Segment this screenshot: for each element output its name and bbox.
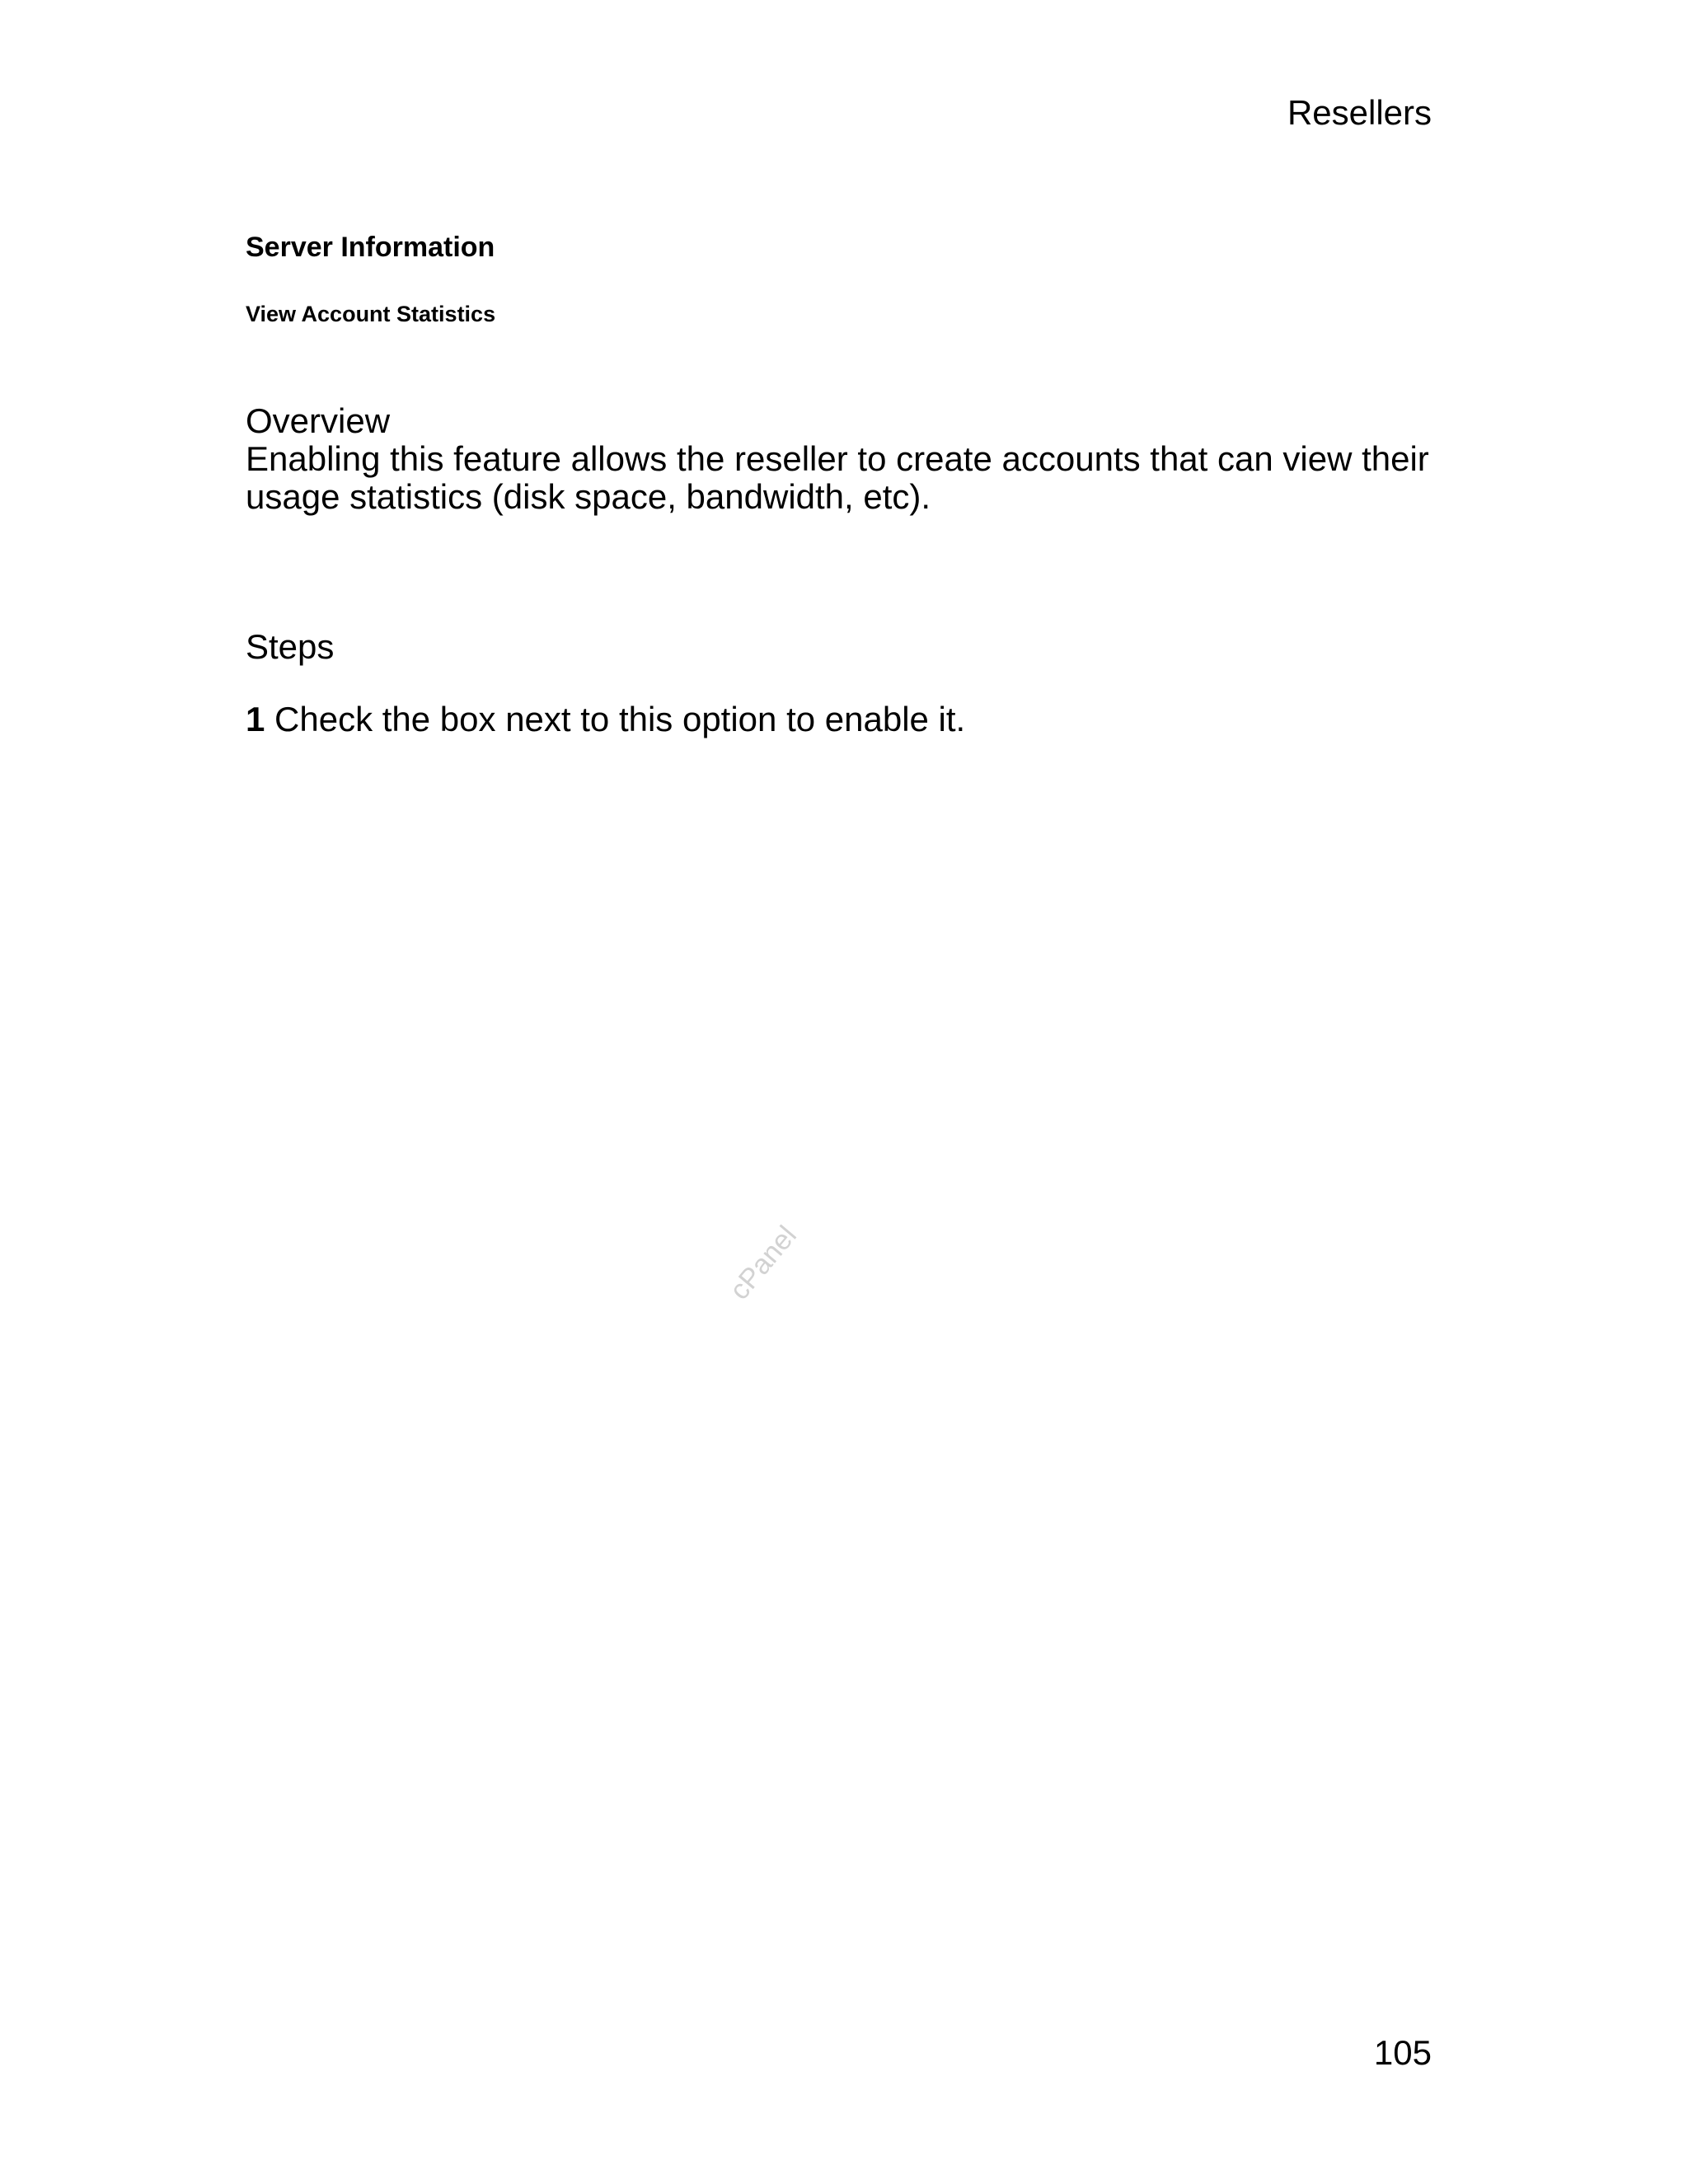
running-header: Resellers (1287, 93, 1432, 132)
section-title: Server Information (246, 232, 495, 263)
overview-heading: Overview (246, 401, 391, 440)
step-item (246, 701, 965, 738)
page-number: 105 (1373, 2033, 1432, 2072)
overview-section (246, 402, 1432, 516)
step-number: 1 (246, 700, 275, 738)
overview-body: Enabling this feature allows the reseller to create accounts that can view their usage statistics (disk space, bandwidth, etc). (246, 439, 1429, 516)
step-text: Check the box next to this option to enable it. (274, 700, 966, 738)
watermark: cPanel (724, 1220, 803, 1306)
subsection-title: View Account Statistics (246, 302, 496, 326)
steps-heading: Steps (246, 627, 335, 666)
